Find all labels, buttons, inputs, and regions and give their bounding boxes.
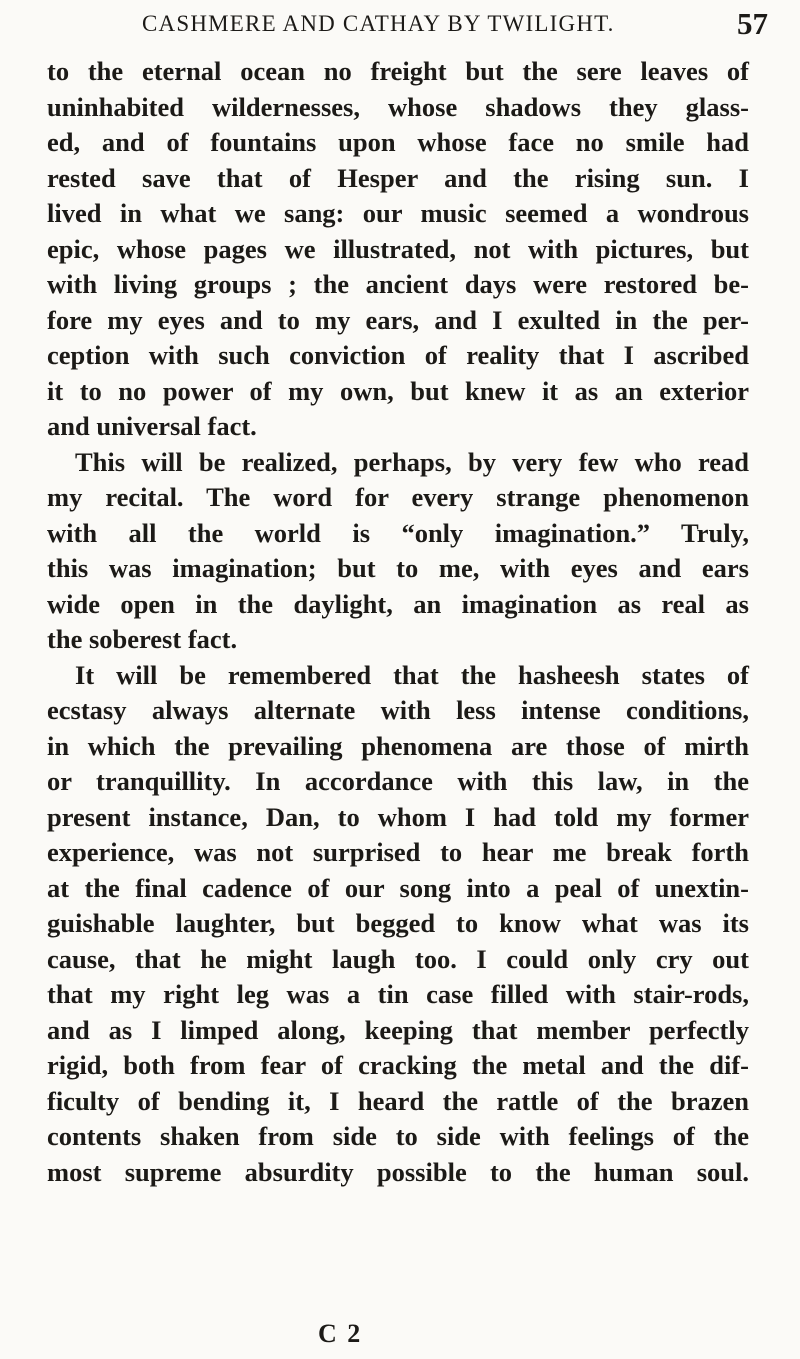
text-line: that my right leg was a tin case filled with stair-rods, xyxy=(47,979,749,1009)
text-line: rested save that of Hesper and the rising sun. I xyxy=(47,162,749,193)
text-line: in which the prevailing phenomena are those of mirth xyxy=(47,730,749,761)
text-line: ed, and of fountains upon whose face no smile had xyxy=(47,127,749,157)
text-line: the soberest fact. xyxy=(47,624,238,654)
running-head xyxy=(30,4,770,44)
text-line: rigid, both from fear of cracking the metal and the dif- xyxy=(47,1050,749,1080)
text-line: and as I limped along, keeping that member perfectly xyxy=(47,1014,749,1045)
body-text xyxy=(47,54,749,1190)
text-line: lived in what we sang: our music seemed a wondrous xyxy=(47,198,749,228)
text-line: epic, whose pages we illustrated, not with pictures, but xyxy=(47,233,749,264)
text-line: at the final cadence of our song into a peal of unextin- xyxy=(47,872,749,903)
text-line: It will be remembered that the hasheesh states of xyxy=(75,659,749,690)
text-line: this was imagination; but to me, with eyes and ears xyxy=(47,553,749,583)
text-line: This will be realized, perhaps, by very few who read xyxy=(75,446,749,477)
text-line: with living groups ; the ancient days were restored be- xyxy=(47,269,749,299)
text-line: experience, was not surprised to hear me break forth xyxy=(47,837,749,867)
text-line: and universal fact. xyxy=(47,411,257,441)
text-line: cause, that he might laugh too. I could only cry out xyxy=(47,943,749,974)
text-line: or tranquillity. In accordance with this law, in the xyxy=(47,766,749,796)
text-line: to the eternal ocean no freight but the sere leaves of xyxy=(47,56,749,86)
signature-mark: C 2 xyxy=(318,1319,363,1348)
text-line: most supreme absurdity possible to the human soul. xyxy=(47,1156,749,1187)
text-line: my recital. The word for every strange phenomenon xyxy=(47,482,749,512)
text-line: fore my eyes and to my ears, and I exulted in the per- xyxy=(47,304,749,335)
text-line: present instance, Dan, to whom I had told my former xyxy=(47,801,749,832)
text-line: uninhabited wildernesses, whose shadows they glass- xyxy=(47,91,749,122)
text-line: with all the world is “only imagination.” Truly, xyxy=(47,517,749,548)
text-line: ception with such conviction of reality that I ascribed xyxy=(47,340,749,370)
text-line: guishable laughter, but begged to know what was its xyxy=(47,908,749,938)
text-line: contents shaken from side to side with feelings of the xyxy=(47,1121,749,1151)
text-line: wide open in the daylight, an imagination as real as xyxy=(47,588,749,619)
page-number: 57 xyxy=(737,6,768,41)
text-line: ecstasy always alternate with less intense conditions, xyxy=(47,695,749,725)
running-title: CASHMERE AND CATHAY BY TWILIGHT. xyxy=(142,11,615,36)
text-line: ficulty of bending it, I heard the rattle of the brazen xyxy=(47,1085,749,1116)
text-line: it to no power of my own, but knew it as an exterior xyxy=(47,375,749,406)
